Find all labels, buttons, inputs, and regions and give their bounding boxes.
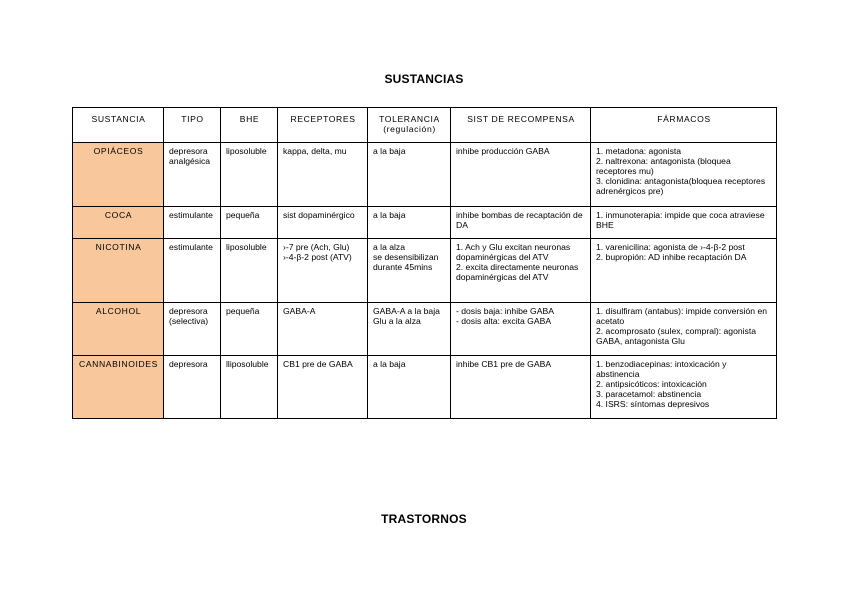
farmaco-item: 2. naltrexona: antagonista (bloquea receptores mu)	[596, 156, 731, 176]
tolerancia-line: Glu a la alza	[373, 316, 421, 326]
cell-receptores	[278, 239, 368, 303]
receptor-line: ›-7 pre (Ach, Glu)	[283, 242, 350, 252]
cell-receptores: sist dopaminérgico	[278, 207, 368, 239]
cell-sist-recompensa	[451, 303, 591, 356]
farmaco-item: 3. clonidina: antagonista(bloquea receptores adrenérgicos pre)	[596, 176, 766, 196]
farmaco-item: 2. acomprosato (sulex, compral): agonista GABA, antagonista Glu	[596, 326, 757, 346]
cell-sustancia: OPIÁCEOS	[73, 143, 164, 207]
cell-sustancia: NICOTINA	[73, 239, 164, 303]
cell-bhe: lliposoluble	[221, 356, 278, 419]
cell-receptores: GABA-A	[278, 303, 368, 356]
cell-bhe: liposoluble	[221, 239, 278, 303]
cell-sist-recompensa: inhibe producción GABA	[451, 143, 591, 207]
cell-receptores: CB1 pre de GABA	[278, 356, 368, 419]
farmaco-item: 4. ISRS: síntomas depresivos	[596, 399, 710, 409]
header-tipo: TIPO	[164, 108, 221, 143]
tipo-line: depresora	[169, 146, 208, 156]
header-tolerancia-label: TOLERANCIA	[379, 114, 440, 124]
table-row-cannabinoides	[73, 356, 777, 419]
receptor-line: ›-4-β-2 post (ATV)	[283, 252, 352, 262]
table-row-opiaceos	[73, 143, 777, 207]
cell-tolerancia	[368, 239, 451, 303]
substances-table	[72, 107, 777, 419]
header-tolerancia	[368, 108, 451, 143]
cell-tolerancia: a la baja	[368, 143, 451, 207]
cell-farmacos	[591, 303, 777, 356]
sist-line: 2. excita directamente neuronas dopaminérgicas del ATV	[456, 262, 579, 282]
cell-sist-recompensa: inhibe bombas de recaptación de DA	[451, 207, 591, 239]
sist-line: 1. Ach y Glu excitan neuronas dopaminérgicas del ATV	[456, 242, 571, 262]
section-title-trastornos: TRASTORNOS	[381, 512, 467, 526]
cell-tipo: estimulante	[164, 239, 221, 303]
header-tolerancia-sub: (regulación)	[383, 124, 436, 134]
table-row-nicotina	[73, 239, 777, 303]
cell-tolerancia: a la baja	[368, 356, 451, 419]
farmaco-item: 1. benzodiacepinas: intoxicación y abstinencia	[596, 359, 727, 379]
cell-bhe: liposoluble	[221, 143, 278, 207]
cell-tipo: estimulante	[164, 207, 221, 239]
header-farmacos: FÁRMACOS	[591, 108, 777, 143]
farmaco-item: 3. paracetamol: abstinencia	[596, 389, 702, 399]
farmaco-item: 2. bupropión: AD inhibe recaptación DA	[596, 252, 747, 262]
farmaco-item: 1. disulfiram (antabus): impide conversión en acetato	[596, 306, 768, 326]
sist-line: - dosis alta: excita GABA	[456, 316, 552, 326]
farmaco-item: 1. varenicilina: agonista de ›-4-β-2 post	[596, 242, 745, 252]
section-title-sustancias: SUSTANCIAS	[384, 72, 464, 86]
tipo-line: depresora	[169, 306, 208, 316]
cell-sustancia: CANNABINOIDES	[73, 356, 164, 419]
tolerancia-line: GABA-A a la baja	[373, 306, 440, 316]
tipo-line: (selectiva)	[169, 316, 209, 326]
cell-receptores: kappa, delta, mu	[278, 143, 368, 207]
cell-sist-recompensa	[451, 239, 591, 303]
cell-tipo	[164, 303, 221, 356]
cell-sustancia: ALCOHOL	[73, 303, 164, 356]
farmaco-item: 2. antipsicóticos: intoxicación	[596, 379, 707, 389]
tolerancia-line: se desensibilizan durante 45mins	[373, 252, 439, 272]
cell-sist-recompensa: inhibe CB1 pre de GABA	[451, 356, 591, 419]
cell-farmacos	[591, 143, 777, 207]
farmaco-item: 1. metadona: agonista	[596, 146, 682, 156]
tolerancia-line: a la alza	[373, 242, 406, 252]
table-row-alcohol	[73, 303, 777, 356]
cell-bhe: pequeña	[221, 207, 278, 239]
cell-tipo: depresora	[164, 356, 221, 419]
tipo-line: analgésica	[169, 156, 211, 166]
cell-tolerancia	[368, 303, 451, 356]
sist-line: - dosis baja: inhibe GABA	[456, 306, 554, 316]
header-bhe: BHE	[221, 108, 278, 143]
cell-farmacos	[591, 239, 777, 303]
cell-farmacos	[591, 356, 777, 419]
cell-bhe: pequeña	[221, 303, 278, 356]
cell-tolerancia: a la baja	[368, 207, 451, 239]
header-receptores: RECEPTORES	[278, 108, 368, 143]
header-sist-recompensa: SIST DE RECOMPENSA	[451, 108, 591, 143]
table-header-row	[73, 108, 777, 143]
cell-tipo	[164, 143, 221, 207]
header-sustancia: SUSTANCIA	[73, 108, 164, 143]
cell-sustancia: COCA	[73, 207, 164, 239]
cell-farmacos: 1. inmunoterapia: impide que coca atraviese BHE	[591, 207, 777, 239]
table-row-coca	[73, 207, 777, 239]
